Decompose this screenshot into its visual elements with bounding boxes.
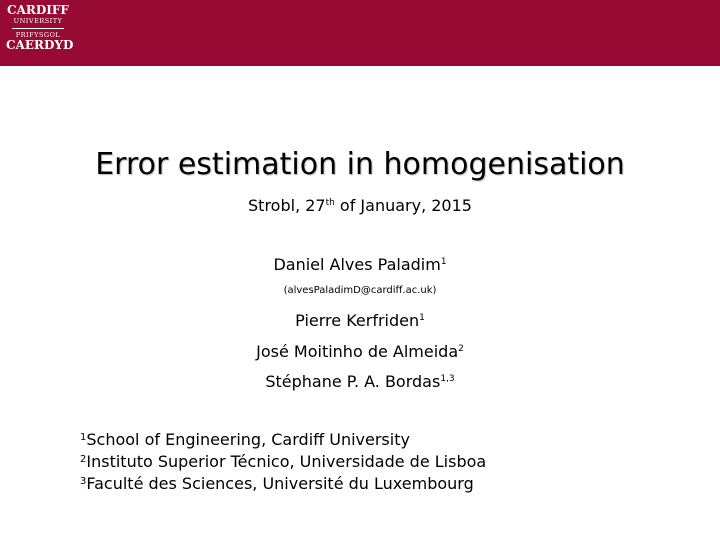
author-name: Pierre Kerfriden [295, 311, 420, 330]
author-name: José Moitinho de Almeida [256, 342, 459, 361]
author-affiliation-ref: 1,3 [440, 374, 455, 384]
slide-title: Error estimation in homogenisation [95, 147, 625, 182]
date-prefix: Strobl, 27 [248, 196, 326, 215]
date-ordinal: th [325, 198, 335, 208]
affiliation-number: 3 [80, 476, 87, 487]
author-1 [0, 255, 720, 275]
author-affiliation-ref: 2 [458, 344, 464, 354]
author-affiliation-ref: 1 [440, 257, 447, 267]
affiliation-text: Instituto Superior Técnico, Universidade de Lisboa [86, 452, 487, 471]
affiliation-text: Faculté des Sciences, Université du Luxembourg [86, 474, 474, 493]
header-band [0, 0, 720, 66]
author-name: Stéphane P. A. Bordas [265, 372, 441, 391]
author-email: (alvesPaladimD@cardiff.ac.uk) [283, 285, 437, 296]
date-suffix: of January, 2015 [334, 196, 472, 215]
affiliation-1 [80, 430, 410, 450]
logo-line-4: CAERDYD [6, 38, 74, 52]
logo-line-3: PRIFYSGOL [15, 31, 61, 39]
date-line [0, 196, 720, 216]
affiliation-2 [80, 452, 486, 472]
author-2 [0, 311, 720, 331]
cardiff-university-logo [6, 3, 74, 60]
affiliation-number: 2 [80, 454, 87, 465]
logo-line-1: CARDIFF [7, 3, 69, 17]
author-4 [0, 372, 720, 392]
affiliation-number: 1 [80, 432, 87, 443]
author-affiliation-ref: 1 [419, 313, 425, 323]
author-name: Daniel Alves Paladim [273, 255, 441, 274]
affiliation-3 [80, 474, 474, 494]
logo-line-2: UNIVERSITY [13, 17, 63, 25]
affiliation-text: School of Engineering, Cardiff University [86, 430, 410, 449]
author-3 [0, 342, 720, 362]
logo-divider [12, 28, 64, 29]
